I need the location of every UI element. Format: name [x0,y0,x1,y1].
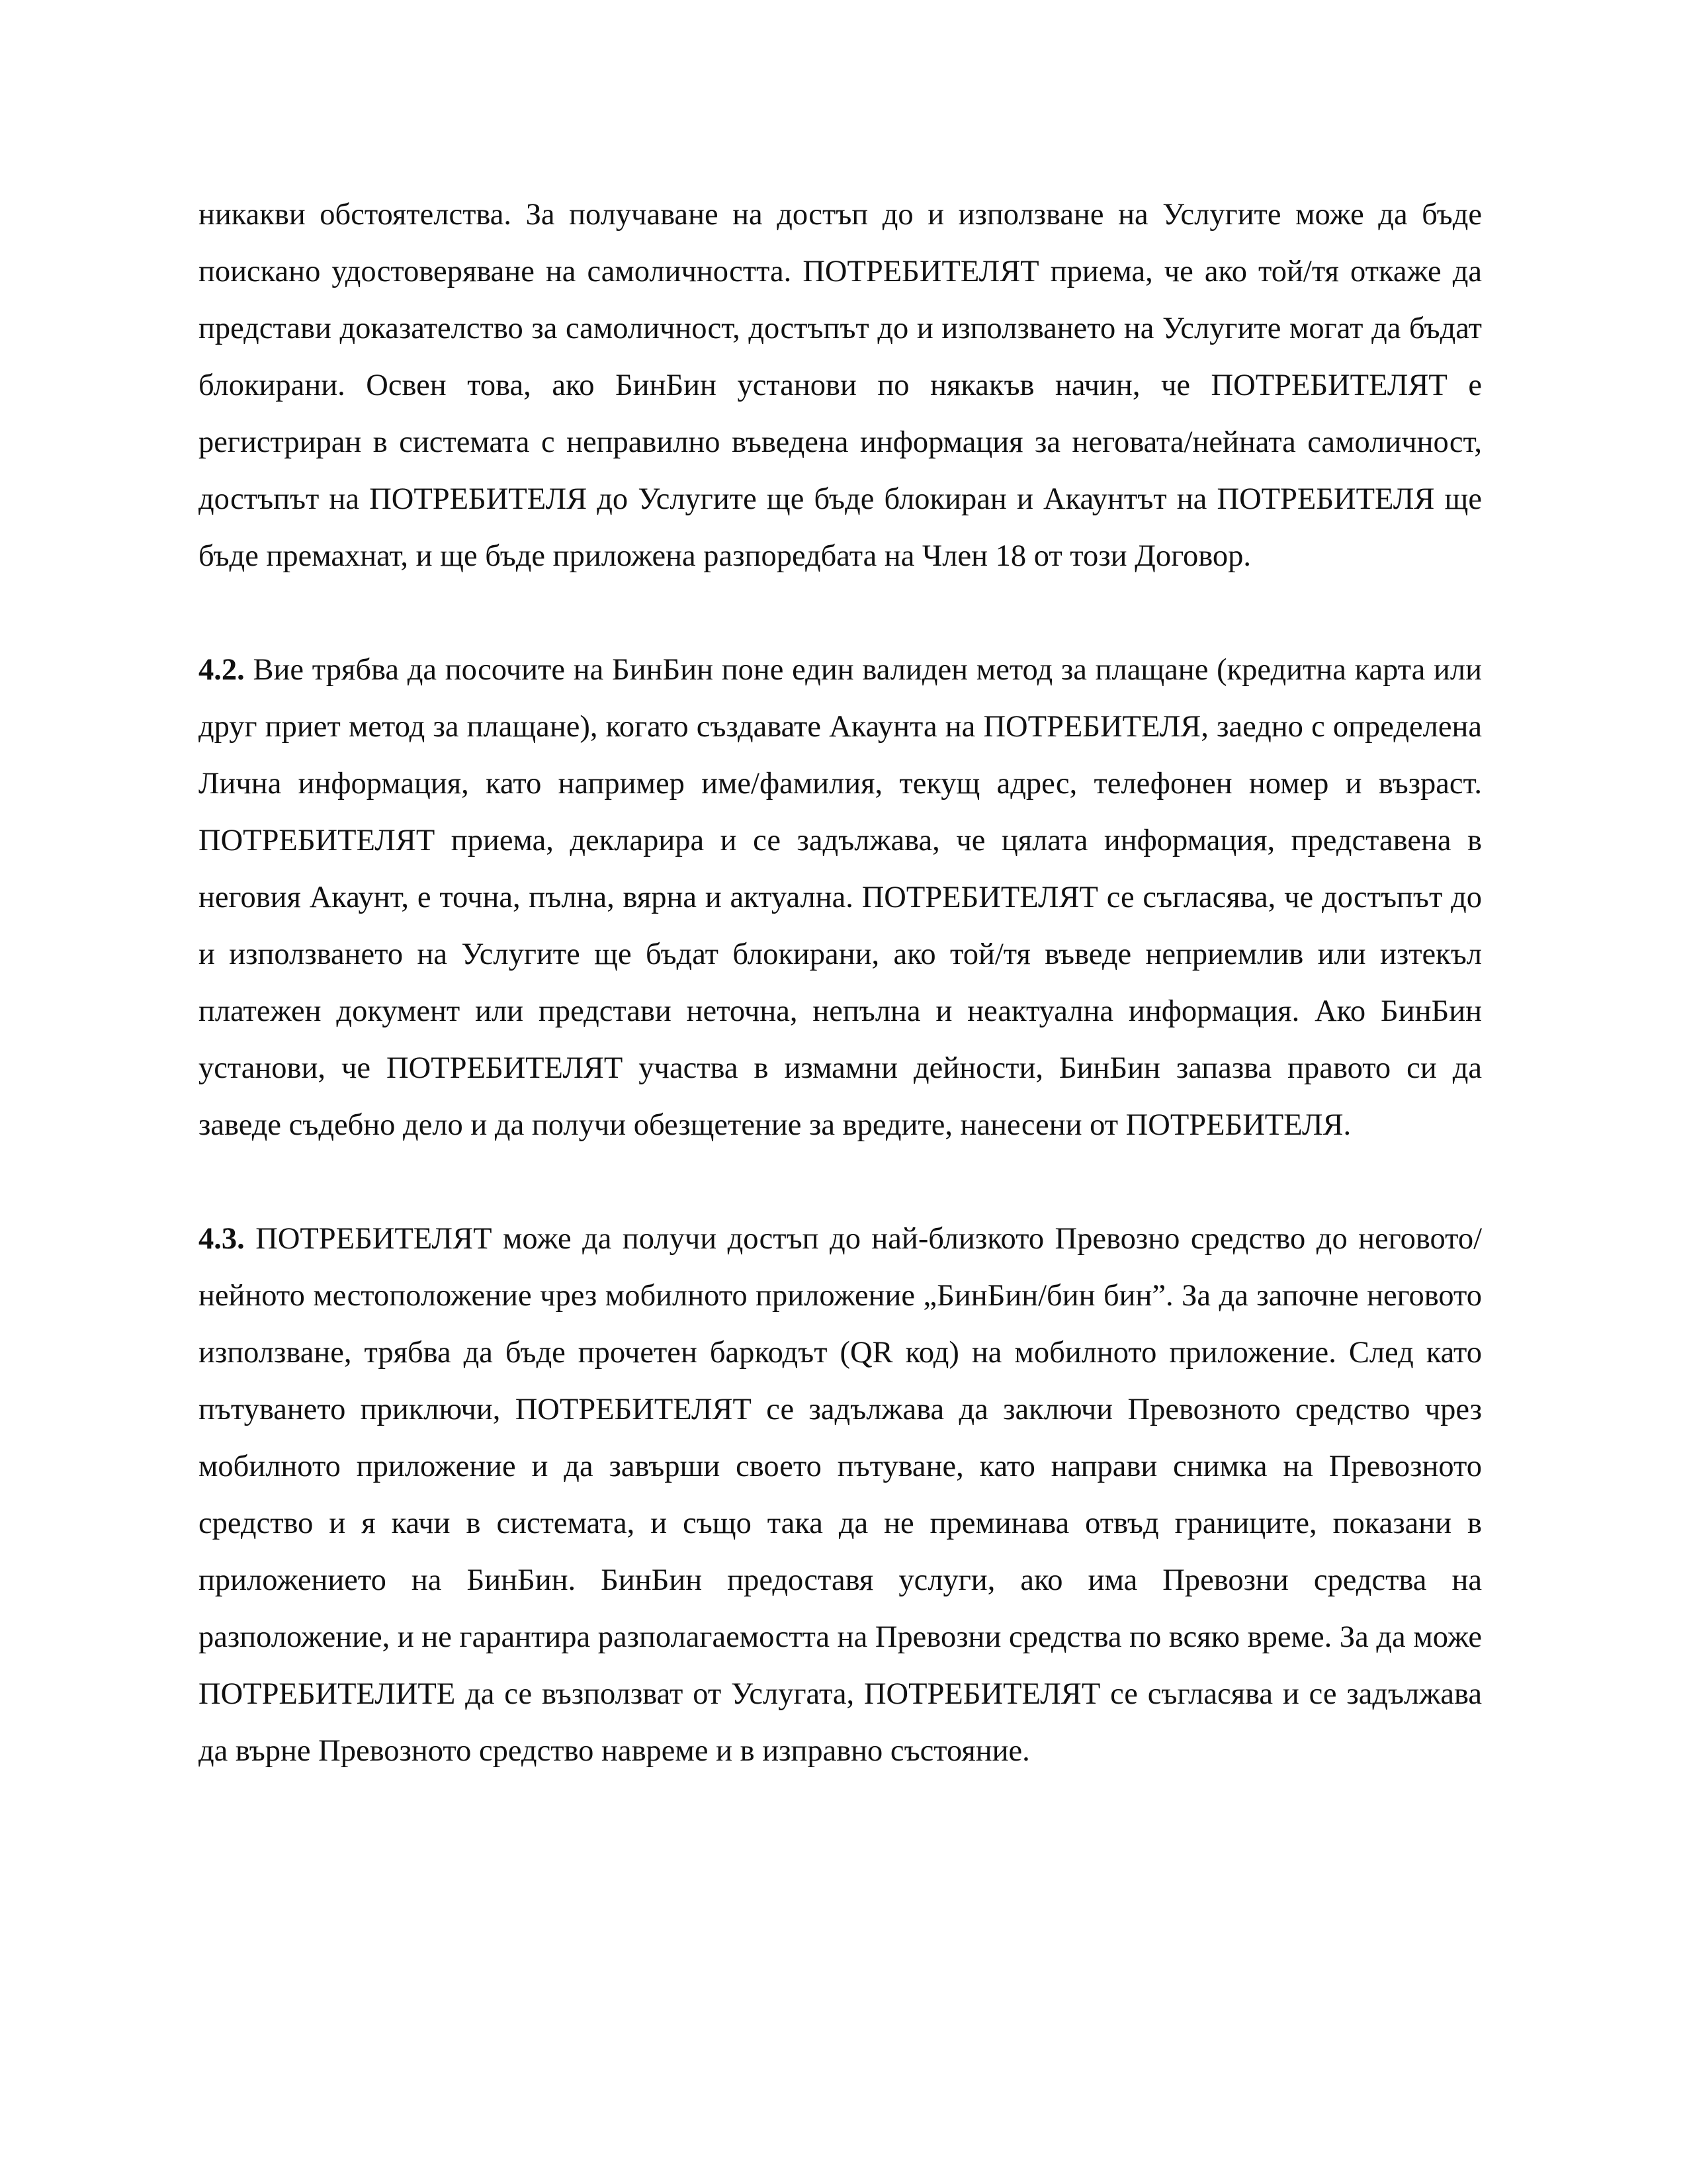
paragraph-text: Вие трябва да посочите на БинБин поне един валиден метод за плащане (кредитна карта или друг приет метод за плащане), когато създавате Акаунта на ПОТРЕБИТЕЛЯ, заедно с определена Лична информация, като например име/фамилия, текущ адрес, телефонен номер и възраст. ПОТРЕБИТЕЛЯТ приема, декларира и се задължава, че цялата информация, представена в неговия Акаунт, е точна, пълна, вярна и актуална. ПОТРЕБИТЕЛЯТ се съгласява, че достъпът до и използването на Услугите ще бъдат блокирани, ако той/тя въведе неприемлив или изтекъл платежен документ или представи неточна, непълна и неактуална информация. Ако БинБин установи, че ПОТРЕБИТЕЛЯТ участва в измамни дейности, БинБин запазва правото си да заведе съдебно дело и да получи обезщетение за вредите, нанесени от ПОТРЕБИТЕЛЯ. [198,653,1483,1142]
section-number: 4.2. [198,653,245,687]
paragraph-text: ПОТРЕБИТЕЛЯТ може да получи достъп до най-близкото Превозно средство до неговото/нейното местоположение чрез мобилното приложение „БинБин/бин бин”. За да започне неговото използване, трябва да бъде прочетен баркодът (QR код) на мобилното приложение. След като пътуването приключи, ПОТРЕБИТЕЛЯТ се задължава да заключи Превозното средство чрез мобилното приложение и да завърши своето пътуване, като направи снимка на Превозното средство и я качи в системата, и също така да не преминава отвъд границите, показани в приложението на БинБин. БинБин предоставя услуги, ако има Превозни средства на разположение, и не гарантира разполагаемостта на Превозни средства по всяко време. За да може ПОТРЕБИТЕЛИТЕ да се възползват от Услугата, ПОТРЕБИТЕЛЯТ се съгласява и се задължава да върне Превозното средство навреме и в изправно състояние. [198,1222,1483,1768]
paragraph-4-3 [198,1211,1482,1780]
document-page [198,187,1482,1780]
section-number: 4.3. [198,1222,245,1256]
paragraph-4-2 [198,642,1482,1154]
paragraph-continuation [198,187,1482,585]
paragraph-text: никакви обстоятелства. За получаване на достъп до и използване на Услугите може да бъде поискано удостоверяване на самоличността. ПОТРЕБИТЕЛЯТ приема, че ако той/тя откаже да представи доказателство за самоличност, достъпът до и използването на Услугите могат да бъдат блокирани. Освен това, ако БинБин установи по някакъв начин, че ПОТРЕБИТЕЛЯТ е регистриран в системата с неправилно въведена информация за неговата/нейната самоличност, достъпът на ПОТРЕБИТЕЛЯ до Услугите ще бъде блокиран и Акаунтът на ПОТРЕБИТЕЛЯ ще бъде премахнат, и ще бъде приложена разпоредбата на Член 18 от този Договор. [198,198,1482,573]
